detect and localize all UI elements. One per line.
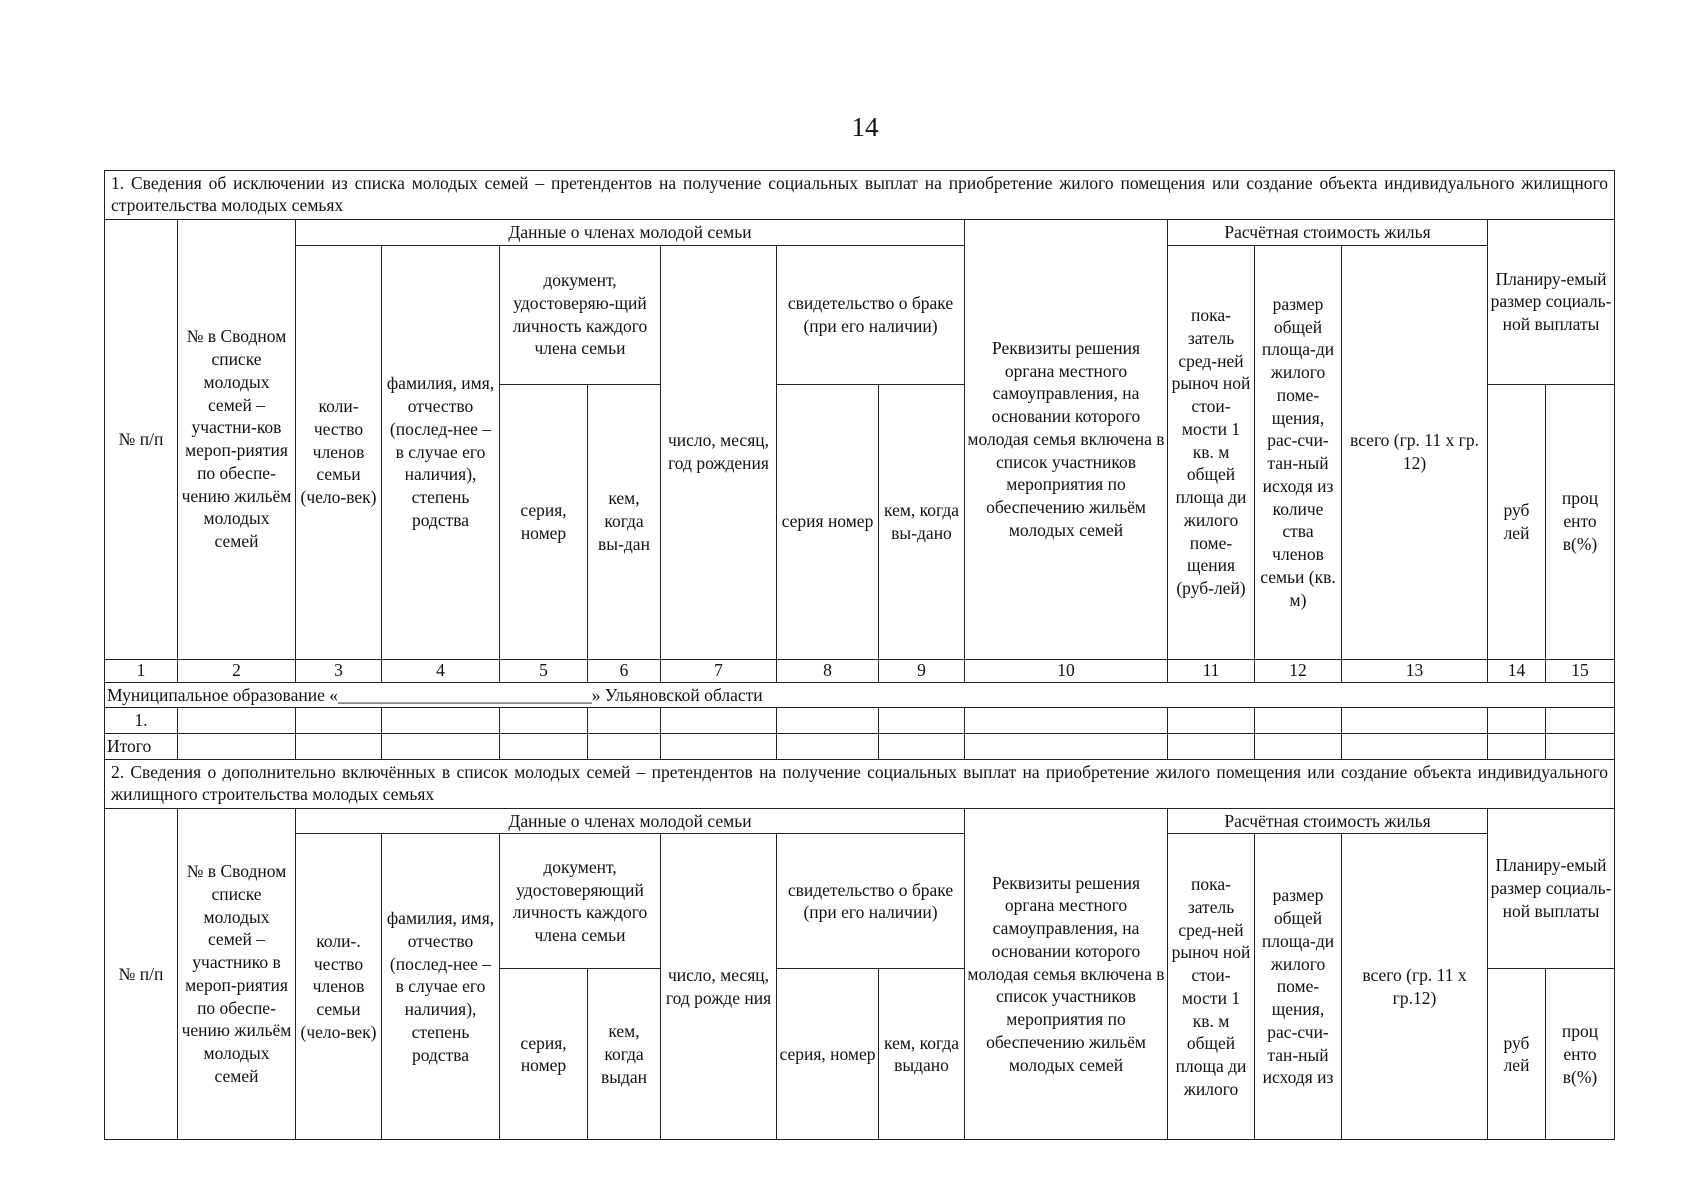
s1-header-payment-rubles: руб лей <box>1488 384 1546 659</box>
column-number: 14 <box>1488 659 1546 682</box>
empty-cell[interactable] <box>296 734 382 760</box>
s2-header-cert-series: серия, номер <box>777 969 879 1140</box>
municipality-prefix: Муниципальное образование « <box>107 684 338 705</box>
empty-cell[interactable] <box>879 734 965 760</box>
s2-header-cert-issued: кем, когда выдано <box>879 969 965 1140</box>
total-row <box>105 734 1615 760</box>
s2-header-doc-series: серия, номер <box>500 969 588 1140</box>
s1-header-cert-issued: кем, когда вы-дано <box>879 384 965 659</box>
empty-cell[interactable] <box>382 734 500 760</box>
municipality-row <box>105 682 1615 708</box>
s1-header-identity-document: документ, удостоверяю-щий личность каждого члена семьи <box>500 245 661 384</box>
column-number: 2 <box>178 659 296 682</box>
s1-header-marriage-certificate: свидетельство о браке (при его наличии) <box>777 245 965 384</box>
column-number: 7 <box>661 659 777 682</box>
s2-header-total: всего (гр. 11 х гр.12) <box>1342 834 1488 1140</box>
empty-cell[interactable] <box>1342 734 1488 760</box>
empty-cell[interactable] <box>661 708 777 734</box>
s2-header-row-number: № п/п <box>105 808 178 1140</box>
empty-cell[interactable] <box>588 708 661 734</box>
s1-header-avg-price: пока-затель сред-ней рыноч ной стои-мости 1 кв. м общей площа ди жилого поме-щения (руб-лей) <box>1168 245 1255 659</box>
s1-header-payment-percent: проц енто в(%) <box>1546 384 1615 659</box>
column-number: 5 <box>500 659 588 682</box>
column-number: 15 <box>1546 659 1615 682</box>
s1-header-cert-series: серия номер <box>777 384 879 659</box>
empty-cell[interactable] <box>661 734 777 760</box>
table-row <box>105 708 1615 734</box>
column-number: 8 <box>777 659 879 682</box>
empty-cell[interactable] <box>1488 734 1546 760</box>
s2-header-family-size: коли-. чество членов семьи (чело-век) <box>296 834 382 1140</box>
empty-cell[interactable] <box>382 708 500 734</box>
row-number: 1. <box>105 708 178 734</box>
column-number: 3 <box>296 659 382 682</box>
column-number: 11 <box>1168 659 1255 682</box>
page-number: 14 <box>851 112 879 142</box>
empty-cell[interactable] <box>1546 708 1615 734</box>
s2-header-planned-payment: Планиру-емый размер социаль-ной выплаты <box>1488 808 1615 969</box>
s1-header-summary-list-number: № в Сводном списке молодых семей – участни-ков мероп-риятия по обеспе-чению жильём молодых семей <box>178 219 296 659</box>
s2-header-birth-date: число, месяц, год рожде ния <box>661 834 777 1140</box>
empty-cell[interactable] <box>178 734 296 760</box>
column-number-row <box>105 659 1615 682</box>
empty-cell[interactable] <box>1168 708 1255 734</box>
form-sheet <box>104 170 1614 1140</box>
empty-cell[interactable] <box>178 708 296 734</box>
empty-cell[interactable] <box>777 734 879 760</box>
s2-header-family-members: Данные о членах молодой семьи <box>296 808 965 834</box>
s1-header-estimated-cost: Расчётная стоимость жилья <box>1168 219 1488 245</box>
s1-header-area: размер общей площа-ди жилого поме-щения, рас-счи-тан-ный исходя из количе ства членов семьи (кв. м) <box>1255 245 1342 659</box>
column-number: 6 <box>588 659 661 682</box>
empty-cell[interactable] <box>1255 734 1342 760</box>
s1-header-row-number: № п/п <box>105 219 178 659</box>
column-number: 13 <box>1342 659 1488 682</box>
section1-title: 1. Сведения об исключении из списка молодых семей – претендентов на получение социальных выплат на приобретение жилого помещения или создание объекта индивидуального жилищного строительства молодых семьях <box>105 171 1615 220</box>
empty-cell[interactable] <box>965 708 1168 734</box>
empty-cell[interactable] <box>1488 708 1546 734</box>
s1-header-family-size: коли-чество членов семьи (чело-век) <box>296 245 382 659</box>
s2-header-decision-details: Реквизиты решения органа местного самоуправления, на основании которого молодая семья включена в список участников мероприятия по обеспечению жильём молодых семей <box>965 808 1168 1140</box>
s1-header-doc-issued: кем, когда вы-дан <box>588 384 661 659</box>
municipality-suffix: » Ульяновской области <box>591 684 763 705</box>
s2-header-payment-rubles: руб лей <box>1488 969 1546 1140</box>
s2-header-doc-issued: кем, когда выдан <box>588 969 661 1140</box>
empty-cell[interactable] <box>296 708 382 734</box>
s2-header-summary-list-number: № в Сводном списке молодых семей – участнико в мероп-риятия по обеспе-чению жильём молодых семей <box>178 808 296 1140</box>
s2-header-marriage-certificate: свидетельство о браке (при его наличии) <box>777 834 965 969</box>
s1-header-birth-date: число, месяц, год рождения <box>661 245 777 659</box>
empty-cell[interactable] <box>1546 734 1615 760</box>
empty-cell[interactable] <box>1342 708 1488 734</box>
empty-cell[interactable] <box>500 734 588 760</box>
s2-header-estimated-cost: Расчётная стоимость жилья <box>1168 808 1488 834</box>
empty-cell[interactable] <box>965 734 1168 760</box>
s1-header-decision-details: Реквизиты решения органа местного самоуправления, на основании которого молодая семья включена в список участников мероприятия по обеспечению жильём молодых семей <box>965 219 1168 659</box>
s1-header-total: всего (гр. 11 х гр. 12) <box>1342 245 1488 659</box>
empty-cell[interactable] <box>588 734 661 760</box>
column-number: 1 <box>105 659 178 682</box>
s2-header-area: размер общей площа-ди жилого поме-щения, рас-счи-тан-ный исходя из <box>1255 834 1342 1140</box>
municipality-blank[interactable]: _____________________________ <box>337 684 592 705</box>
column-number: 10 <box>965 659 1168 682</box>
s1-header-full-name: фамилия, имя, отчество (послед-нее – в случае его наличия), степень родства <box>382 245 500 659</box>
column-number: 4 <box>382 659 500 682</box>
empty-cell[interactable] <box>500 708 588 734</box>
section2-title: 2. Сведения о дополнительно включённых в список молодых семей – претендентов на получение социальных выплат на приобретение жилого помещения или создание объекта индивидуального жилищного строительства молодых семьях <box>105 759 1615 808</box>
empty-cell[interactable] <box>1168 734 1255 760</box>
s1-header-family-members: Данные о членах молодой семьи <box>296 219 965 245</box>
families-table <box>104 170 1615 1140</box>
s2-header-full-name: фамилия, имя, отчество (послед-нее – в случае его наличия), степень родства <box>382 834 500 1140</box>
s2-header-payment-percent: проц енто в(%) <box>1546 969 1615 1140</box>
column-number: 12 <box>1255 659 1342 682</box>
column-number: 9 <box>879 659 965 682</box>
empty-cell[interactable] <box>1255 708 1342 734</box>
empty-cell[interactable] <box>777 708 879 734</box>
empty-cell[interactable] <box>879 708 965 734</box>
s1-header-doc-series: серия, номер <box>500 384 588 659</box>
total-label: Итого <box>105 734 178 760</box>
s1-header-planned-payment: Планиру-емый размер социаль-ной выплаты <box>1488 219 1615 384</box>
s2-header-avg-price: пока-затель сред-ней рыноч ной стои-мости 1 кв. м общей площа ди жилого <box>1168 834 1255 1140</box>
s2-header-identity-document: документ, удостоверяющий личность каждого члена семьи <box>500 834 661 969</box>
